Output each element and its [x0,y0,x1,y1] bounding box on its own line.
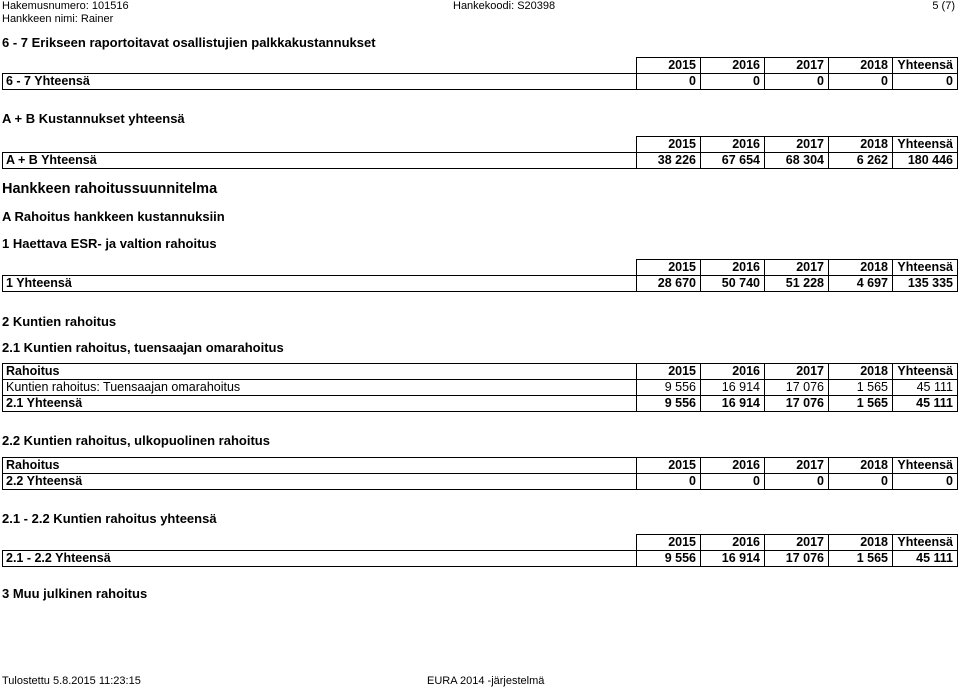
year-header: 2015 [637,58,701,74]
cell-value: 9 556 [637,551,701,567]
cell-value: 16 914 [701,396,765,412]
cell-value: 38 226 [637,153,701,169]
cell-value: 0 [701,474,765,490]
cell-value: 1 565 [829,380,893,396]
table-6-7 [2,57,958,90]
cell-value: 0 [893,74,958,90]
total-header: Yhteensä [893,364,958,380]
table-row [3,276,958,292]
row-label: Kuntien rahoitus: Tuensaajan omarahoitus [3,380,637,396]
year-header: 2018 [829,535,893,551]
cell-value: 135 335 [893,276,958,292]
cell-value: 0 [829,474,893,490]
project-name: Hankkeen nimi: Rainer [2,13,114,25]
year-header: 2016 [701,137,765,153]
cell-value: 45 111 [893,380,958,396]
section-title-2-2: 2.2 Kuntien rahoitus, ulkopuolinen rahoitus [2,433,270,448]
cell-value: 17 076 [765,380,829,396]
cell-value: 0 [893,474,958,490]
cell-value: 16 914 [701,380,765,396]
table-header-label: Rahoitus [3,458,637,474]
cell-value: 0 [765,474,829,490]
total-header: Yhteensä [893,58,958,74]
total-header: Yhteensä [893,137,958,153]
row-label: 2.2 Yhteensä [3,474,637,490]
section-title-a-b: A + B Kustannukset yhteensä [2,111,185,126]
section-title-3: 3 Muu julkinen rahoitus [2,586,148,601]
total-header: Yhteensä [893,458,958,474]
financing-plan-title: Hankkeen rahoitussuunnitelma [2,181,218,197]
row-label: A + B Yhteensä [3,153,637,169]
table-header-blank [3,58,637,74]
cell-value: 1 565 [829,396,893,412]
year-header: 2015 [637,137,701,153]
year-header: 2017 [765,458,829,474]
year-header: 2015 [637,364,701,380]
cell-value: 17 076 [765,551,829,567]
application-number: Hakemusnumero: 101516 [2,0,129,12]
table-row [3,396,958,412]
cell-value: 0 [637,474,701,490]
table-row [3,474,958,490]
section-title-2-1-2-2: 2.1 - 2.2 Kuntien rahoitus yhteensä [2,511,217,526]
cell-value: 28 670 [637,276,701,292]
cell-value: 45 111 [893,551,958,567]
cell-value: 9 556 [637,396,701,412]
year-header: 2016 [701,364,765,380]
row-label: 1 Yhteensä [3,276,637,292]
cell-value: 50 740 [701,276,765,292]
total-header: Yhteensä [893,535,958,551]
year-header: 2016 [701,535,765,551]
row-label: 2.1 Yhteensä [3,396,637,412]
table-2-1-2-2 [2,534,958,567]
financing-plan-subtitle: A Rahoitus hankkeen kustannuksiin [2,209,225,224]
year-header: 2018 [829,137,893,153]
table-header-blank [3,137,637,153]
year-header: 2018 [829,458,893,474]
year-header: 2016 [701,58,765,74]
table-row [3,153,958,169]
cell-value: 51 228 [765,276,829,292]
year-header: 2018 [829,260,893,276]
cell-value: 180 446 [893,153,958,169]
cell-value: 4 697 [829,276,893,292]
year-header: 2015 [637,535,701,551]
cell-value: 0 [829,74,893,90]
year-header: 2018 [829,364,893,380]
section-title-2-1: 2.1 Kuntien rahoitus, tuensaajan omarahoitus [2,340,284,355]
cell-value: 16 914 [701,551,765,567]
year-header: 2017 [765,535,829,551]
cell-value: 67 654 [701,153,765,169]
year-header: 2018 [829,58,893,74]
table-row [3,551,958,567]
project-code: Hankekoodi: S20398 [453,0,556,12]
cell-value: 1 565 [829,551,893,567]
system-name: EURA 2014 -järjestelmä [427,675,545,687]
table-header-blank [3,260,637,276]
row-label: 6 - 7 Yhteensä [3,74,637,90]
year-header: 2016 [701,458,765,474]
cell-value: 0 [637,74,701,90]
page-number: 5 (7) [932,0,955,12]
cell-value: 0 [765,74,829,90]
table-row [3,380,958,396]
table-2-2 [2,457,958,490]
total-header: Yhteensä [893,260,958,276]
row-label: 2.1 - 2.2 Yhteensä [3,551,637,567]
year-header: 2015 [637,260,701,276]
cell-value: 0 [701,74,765,90]
year-header: 2015 [637,458,701,474]
year-header: 2017 [765,58,829,74]
cell-value: 17 076 [765,396,829,412]
table-header-label: Rahoitus [3,364,637,380]
section-title-1: 1 Haettava ESR- ja valtion rahoitus [2,236,217,251]
year-header: 2016 [701,260,765,276]
year-header: 2017 [765,364,829,380]
cell-value: 45 111 [893,396,958,412]
table-row [3,74,958,90]
printed-timestamp: Tulostettu 5.8.2015 11:23:15 [2,675,141,687]
year-header: 2017 [765,260,829,276]
cell-value: 6 262 [829,153,893,169]
table-2-1 [2,363,958,412]
table-header-blank [3,535,637,551]
section-title-6-7: 6 - 7 Erikseen raportoitavat osallistujien palkkakustannukset [2,35,376,50]
cell-value: 9 556 [637,380,701,396]
year-header: 2017 [765,137,829,153]
cell-value: 68 304 [765,153,829,169]
section-title-2: 2 Kuntien rahoitus [2,314,117,329]
table-1 [2,259,958,292]
table-a-b [2,136,958,169]
